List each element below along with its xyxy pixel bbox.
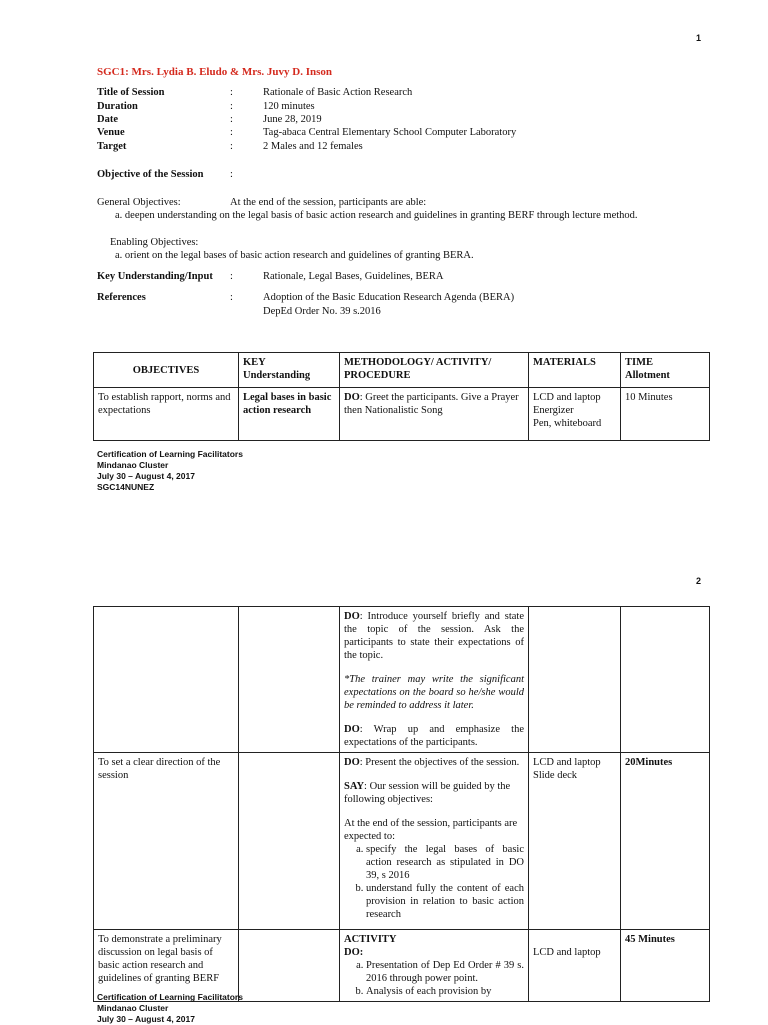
row-methodology bbox=[340, 607, 529, 753]
reference-2: DepEd Order No. 39 s.2016 bbox=[263, 306, 381, 317]
footer-line: SGC14NUNEZ bbox=[97, 482, 155, 492]
header-key-understanding: KEY Understanding bbox=[239, 353, 340, 388]
row-objective: To establish rapport, norms and expectations bbox=[94, 388, 239, 441]
material-item: Pen, whiteboard bbox=[533, 418, 602, 429]
info-label: Target bbox=[97, 141, 127, 152]
info-value: 120 minutes bbox=[263, 101, 315, 112]
info-label: Duration bbox=[97, 101, 138, 112]
general-objectives-label: General Objectives: bbox=[97, 197, 181, 208]
header-time-line2: Allotment bbox=[625, 370, 670, 381]
key-understanding-label: Key Understanding/Input bbox=[97, 271, 213, 282]
table-row bbox=[94, 607, 710, 753]
info-colon: : bbox=[230, 271, 233, 282]
list-item: a. Presentation of Dep Ed Order # 39 s. 2016 through power point. bbox=[366, 959, 524, 985]
info-colon: : bbox=[230, 292, 233, 303]
objectives-intro: At the end of the session, participants are expected to: bbox=[344, 818, 518, 842]
material-item: LCD and laptop bbox=[533, 947, 601, 958]
say-label: SAY bbox=[344, 781, 365, 792]
enabling-objective-item: a. orient on the legal bases of basic action research and guidelines of granting BERA. bbox=[115, 250, 474, 261]
references-label: References bbox=[97, 292, 146, 303]
page-number: 1 bbox=[696, 33, 702, 43]
row-time bbox=[621, 607, 710, 753]
table-row bbox=[94, 930, 710, 1002]
info-colon: : bbox=[230, 127, 233, 138]
material-item: Slide deck bbox=[533, 770, 578, 781]
footer-line: Mindanao Cluster bbox=[97, 460, 169, 470]
session-table-page1 bbox=[93, 352, 710, 441]
info-colon: : bbox=[230, 169, 233, 180]
do-label: DO bbox=[344, 392, 360, 403]
list-item: b. Analysis of each provision by bbox=[366, 985, 524, 998]
table-row bbox=[94, 388, 710, 441]
info-colon: : bbox=[230, 141, 233, 152]
do-text: : Wrap up and emphasize the expectations of the participants. bbox=[344, 724, 524, 748]
row-materials bbox=[529, 753, 621, 930]
general-objectives-intro: At the end of the session, participants are able: bbox=[230, 197, 427, 208]
footer-line: Certification of Learning Facilitators bbox=[97, 449, 243, 459]
row-objective bbox=[94, 607, 239, 753]
info-label: Venue bbox=[97, 127, 125, 138]
info-value: 2 Males and 12 females bbox=[263, 141, 363, 152]
do-label: DO: bbox=[344, 947, 364, 958]
header-materials: MATERIALS bbox=[529, 353, 621, 388]
info-label: Date bbox=[97, 114, 118, 125]
table-header-row bbox=[94, 353, 710, 388]
row-time: 45 Minutes bbox=[621, 930, 710, 1002]
trainer-note: *The trainer may write the significant expectations on the board so he/she would be reminded to address it later. bbox=[344, 674, 524, 711]
info-label: Title of Session bbox=[97, 87, 165, 98]
activity-label: ACTIVITY bbox=[344, 934, 397, 945]
row-key-understanding bbox=[239, 930, 340, 1002]
footer-line: Mindanao Cluster bbox=[97, 1003, 169, 1013]
row-methodology bbox=[340, 753, 529, 930]
row-methodology bbox=[340, 930, 529, 1002]
info-colon: : bbox=[230, 87, 233, 98]
row-materials bbox=[529, 930, 621, 1002]
header-methodology-line2: PROCEDURE bbox=[344, 370, 411, 381]
general-objective-item: a. deepen understanding on the legal basis of basic action research and guidelines in granting BERF through lecture method. bbox=[115, 210, 638, 221]
row-methodology bbox=[340, 388, 529, 441]
do-label: DO bbox=[344, 611, 360, 622]
info-colon: : bbox=[230, 114, 233, 125]
page-number: 2 bbox=[696, 576, 702, 586]
row-materials bbox=[529, 607, 621, 753]
material-item: Energizer bbox=[533, 405, 574, 416]
list-item: b. understand fully the content of each provision in relation to basic action research bbox=[366, 882, 524, 921]
row-materials bbox=[529, 388, 621, 441]
do-label: DO bbox=[344, 757, 360, 768]
list-item: a. specify the legal bases of basic action research as stipulated in DO 39, s 2016 bbox=[366, 843, 524, 882]
row-time: 20Minutes bbox=[621, 753, 710, 930]
do-text: : Introduce yourself briefly and state the topic of the session. Ask the participants to state their expectations of the topic. bbox=[344, 611, 524, 661]
enabling-objectives-label: Enabling Objectives: bbox=[110, 237, 199, 248]
page1-footer bbox=[97, 449, 243, 493]
row-key-understanding bbox=[239, 753, 340, 930]
footer-line: Certification of Learning Facilitators bbox=[97, 992, 243, 1002]
row-objective: To demonstrate a preliminary discussion on legal basis of basic action research and guidelines of granting BERF bbox=[94, 930, 239, 1002]
do-label: DO bbox=[344, 724, 360, 735]
header-objectives: OBJECTIVES bbox=[94, 353, 239, 388]
facilitators-line: SGC1: Mrs. Lydia B. Eludo & Mrs. Juvy D. Inson bbox=[97, 66, 333, 78]
header-time-line1: TIME bbox=[625, 357, 654, 368]
info-value: Rationale of Basic Action Research bbox=[263, 87, 413, 98]
header-methodology bbox=[340, 353, 529, 388]
session-table-page2 bbox=[93, 606, 710, 1002]
info-value: June 28, 2019 bbox=[263, 114, 322, 125]
objective-heading: Objective of the Session bbox=[97, 169, 204, 180]
info-colon: : bbox=[230, 101, 233, 112]
row-key-understanding: Legal bases in basic action research bbox=[239, 388, 340, 441]
activity-list bbox=[344, 959, 524, 998]
reference-1: Adoption of the Basic Education Research Agenda (BERA) bbox=[263, 292, 515, 303]
row-objective: To set a clear direction of the session bbox=[94, 753, 239, 930]
header-time bbox=[621, 353, 710, 388]
material-item: LCD and laptop bbox=[533, 392, 601, 403]
footer-line: July 30 – August 4, 2017 bbox=[97, 471, 195, 481]
info-value: Tag-abaca Central Elementary School Computer Laboratory bbox=[263, 127, 517, 138]
do-text: : Present the objectives of the session. bbox=[359, 757, 520, 768]
row-time: 10 Minutes bbox=[621, 388, 710, 441]
page2-footer bbox=[97, 992, 243, 1025]
say-text: : Our session will be guided by the following objectives: bbox=[344, 781, 511, 805]
header-methodology-line1: METHODOLOGY/ ACTIVITY/ bbox=[344, 357, 492, 368]
objectives-list bbox=[344, 843, 524, 921]
material-item: LCD and laptop bbox=[533, 757, 601, 768]
key-understanding-value: Rationale, Legal Bases, Guidelines, BERA bbox=[263, 271, 444, 282]
do-text: : Greet the participants. Give a Prayer then Nationalistic Song bbox=[344, 392, 519, 416]
table-row bbox=[94, 753, 710, 930]
row-key-understanding bbox=[239, 607, 340, 753]
footer-line: July 30 – August 4, 2017 bbox=[97, 1014, 195, 1024]
